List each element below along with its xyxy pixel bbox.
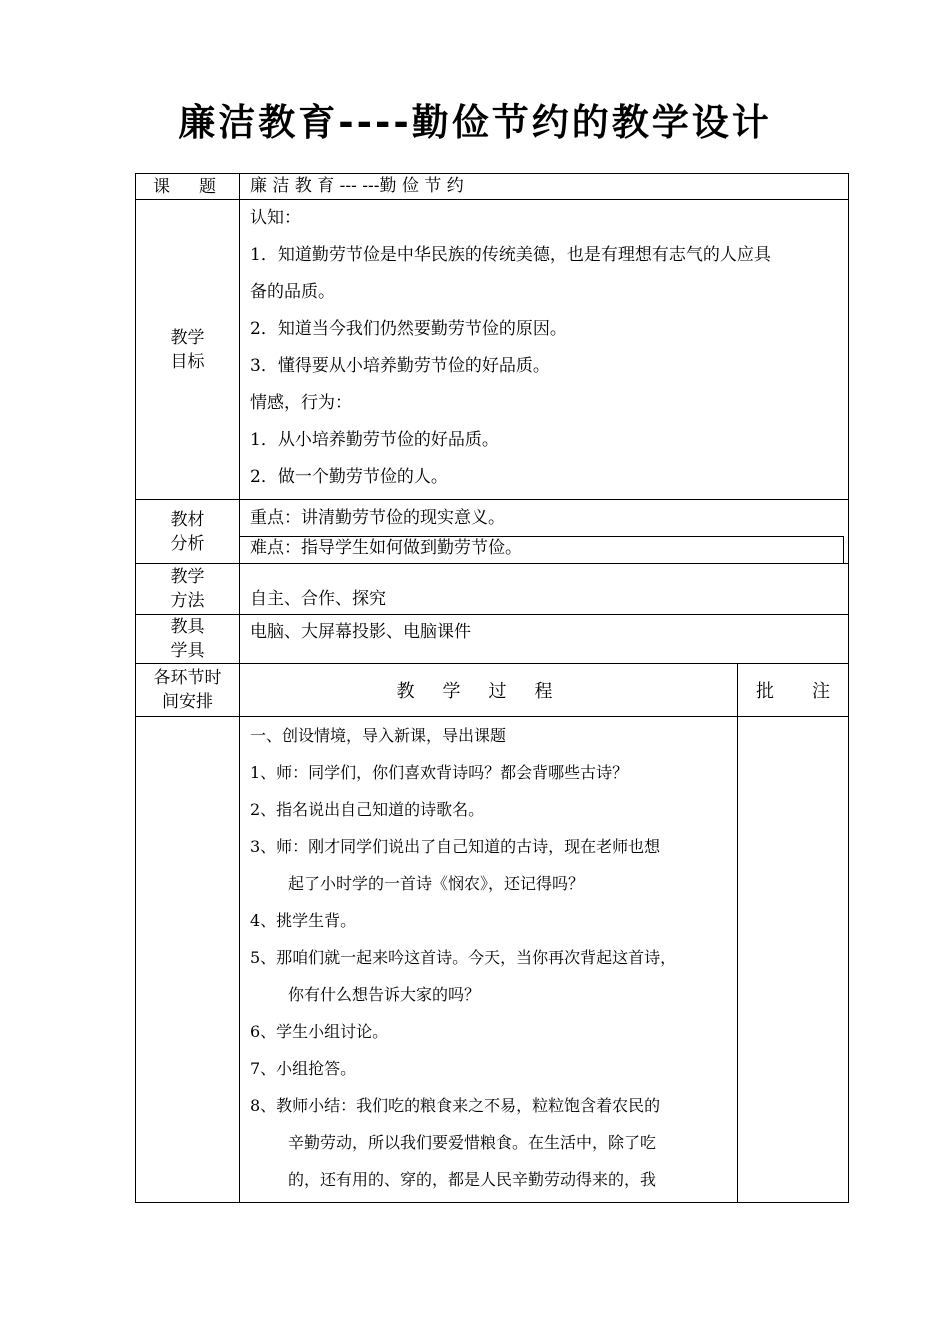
process-header-cell (240, 664, 738, 716)
process-line: 8、教师小结：我们吃的粮食来之不易，粒粒饱含着农民的 (250, 1096, 661, 1115)
process-line: 4、挑学生背。 (250, 911, 357, 930)
method-row (135, 563, 849, 614)
goals-line: 2．知道当今我们仍然要勤劳节俭的原因。 (250, 319, 567, 339)
process-line: 你有什么想告诉大家的吗？ (288, 985, 481, 1004)
notes-cell (738, 717, 848, 1202)
topic-label: 课 题 (136, 174, 240, 199)
analysis-difficulty: 难点：指导学生如何做到勤劳节俭。 (240, 536, 844, 563)
method-value: 自主、合作、探究 (250, 589, 386, 609)
notes-header-cell (738, 664, 868, 716)
goals-line: 2．做一个勤劳节俭的人。 (250, 467, 448, 487)
notes-header: 批注 (756, 681, 868, 702)
process-line: 1、师：同学们，你们喜欢背诗吗？都会背哪些古诗？ (250, 763, 629, 782)
analysis-row (135, 499, 849, 563)
goals-label: 教学 目标 (136, 200, 240, 499)
process-line: 一、创设情境，导入新课，导出课题 (250, 726, 507, 745)
process-line: 7、小组抢答。 (250, 1059, 357, 1078)
process-content (240, 717, 738, 1202)
process-line: 6、学生小组讨论。 (250, 1022, 389, 1041)
goals-line: 1．知道勤劳节俭是中华民族的传统美德，也是有理想有志气的人应具 (250, 245, 771, 265)
analysis-label: 教材 分析 (136, 500, 240, 563)
process-line: 5、那咱们就一起来吟这首诗。今天，当你再次背起这首诗， (250, 948, 677, 967)
goals-row (135, 199, 849, 499)
process-header-row (135, 663, 868, 716)
goals-line: 情感，行为： (250, 393, 352, 413)
process-line: 起了小时学的一首诗《悯农》，还记得吗？ (288, 874, 585, 893)
tools-row (135, 614, 849, 663)
analysis-content (240, 500, 848, 563)
process-line: 辛勤劳动，所以我们要爱惜粮食。在生活中，除了吃 (288, 1133, 657, 1152)
document-title: 廉洁教育----勤俭节约的教学设计 (178, 101, 772, 144)
process-header: 教学过程 (396, 681, 581, 702)
process-line: 2、指名说出自己知道的诗歌名。 (250, 800, 485, 819)
lesson-plan-table (135, 173, 868, 1203)
topic-value: 廉 洁 教 育 --- ---勤 俭 节 约 (250, 176, 464, 196)
analysis-key: 重点：讲清勤劳节俭的现实意义。 (250, 508, 505, 528)
goals-line: 认知： (250, 208, 301, 228)
topic-row (135, 173, 849, 199)
goals-line: 1．从小培养勤劳节俭的好品质。 (250, 430, 499, 450)
tools-value: 电脑、大屏幕投影、电脑课件 (250, 622, 471, 642)
goals-line: 3．懂得要从小培养勤劳节俭的好品质。 (250, 356, 550, 376)
goals-line: 备的品质。 (250, 282, 335, 302)
time-header: 各环节时 间安排 (136, 664, 240, 716)
goals-content (240, 200, 848, 499)
method-label: 教学 方法 (136, 564, 240, 614)
process-line: 的，还有用的、穿的，都是人民辛勤劳动得来的，我 (288, 1170, 657, 1189)
process-body-row (135, 716, 849, 1203)
tools-label: 教具 学具 (136, 615, 240, 663)
time-cell (136, 717, 240, 1202)
process-line: 3、师：刚才同学们说出了自己知道的古诗，现在老师也想 (250, 837, 661, 856)
